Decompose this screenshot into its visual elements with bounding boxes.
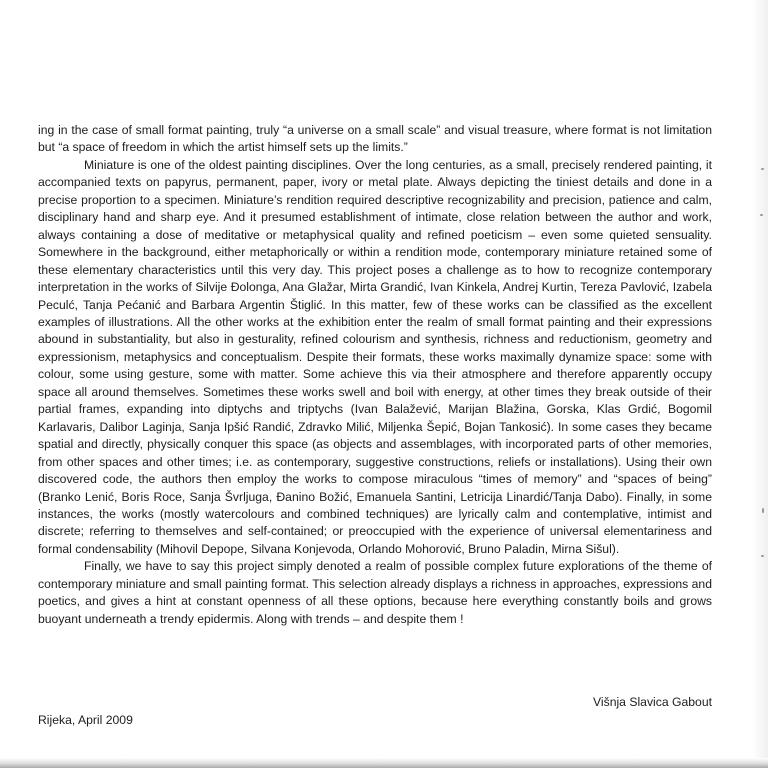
essay-body <box>38 122 712 628</box>
essay-paragraph: ing in the case of small format painting, truly “a universe on a small scale” and visual treasure, where format is not limitation but “a space of freedom in which the artist himself sets up the limits.” <box>38 123 712 155</box>
page-bottom-edge <box>0 758 768 768</box>
scan-speck <box>762 508 764 513</box>
essay-paragraph: Finally, we have to say this project simply denoted a realm of possible complex future explorations of the theme of contemporary miniature and small painting format. This selection already displays a richness in approaches, expressions and poetics, and gives a hint at constant openness of all these options, because here everything constantly boils and grows buoyant underneath a trendy epidermis. Along with trends – and despite them ! <box>38 559 712 626</box>
scan-speck <box>761 168 764 170</box>
scan-shadow <box>752 0 768 768</box>
scan-speck <box>760 214 763 216</box>
scan-speck <box>761 555 764 557</box>
place-date: Rijeka, April 2009 <box>38 713 133 727</box>
author-signature: Višnja Slavica Gabout <box>592 695 712 709</box>
essay-paragraph: Miniature is one of the oldest painting disciplines. Over the long centuries, as a small, precisely rendered painting, it accompanied texts on papyrus, permanent, paper, ivory or metal plate. Always depicting the tiniest details and done in a precise proportion to a specimen. Miniature’s rendition required descriptive recognizability and precision, patience and calm, disciplinary hand and sharp eye. And it presumed establishment of intimate, close relation between the author and work, always containing a dose of meditative or metaphysical quality and refined poeticism – even some quieted sensuality. Somewhere in the background, either metaphorically or within a rendition mode, contemporary miniature retained some of these elementary characteristics until this very day. This project poses a challenge as to how to recognize contemporary interpretation in the works of Silvije Đolonga, Ana Glažar, Mirta Grandić, Ivan Kinkela, Andrej Kurtin, Tereza Pavlović, Izabela Peculć, Tanja Pećanić and Barbara Argentin Štiglić. In this matter, few of these works can be classified as the excellent examples of illustrations. All the other works at the exhibition enter the realm of small format painting and their expressions abound in substantiality, but also in gesturality, refined colourism and synthesis, richness and reductionism, geometry and expressionism, metaphysics and conceptualism. Despite their formats, these works maximally dynamize space: some with colour, some using gesture, some with matter. Some achieve this via their atmosphere and therefore apparently occupy space all around themselves. Sometimes these works swell and boil with energy, at other times they break outside of their partial frames, expanding into diptychs and triptychs (Ivan Balažević, Marijan Blažina, Gorska, Klas Grdić, Bogomil Karlavaris, Dalibor Laginja, Sanja Ipšić Randić, Zdravko Milić, Miljenka Šepić, Bojan Tankosić). In some cases they became spatial and directly, physically conquer this space (as objects and assemblages, with incorporated parts of other memories, from other spaces and other times; i.e. as contemporary, suggestive constructions, reliefs or installations). Using their own discovered code, the authors then employ the works to compose miraculous “times of memory” and “spaces of being” (Branko Lenić, Boris Roce, Sanja Švrljuga, Đanino Božić, Emanuela Santini, Letricija Linardić/Tanja Dabo). Finally, in some instances, the works (mostly watercolours and combined techniques) are lyrically calm and contemplative, intimist and discrete; referring to themselves and self-contained; or preoccupied with the experience of universal elementariness and formal condensability (Mihovil Depope, Silvana Konjevoda, Orlando Mohorović, Bruno Paladin, Mirna Sišul). <box>38 157 712 556</box>
